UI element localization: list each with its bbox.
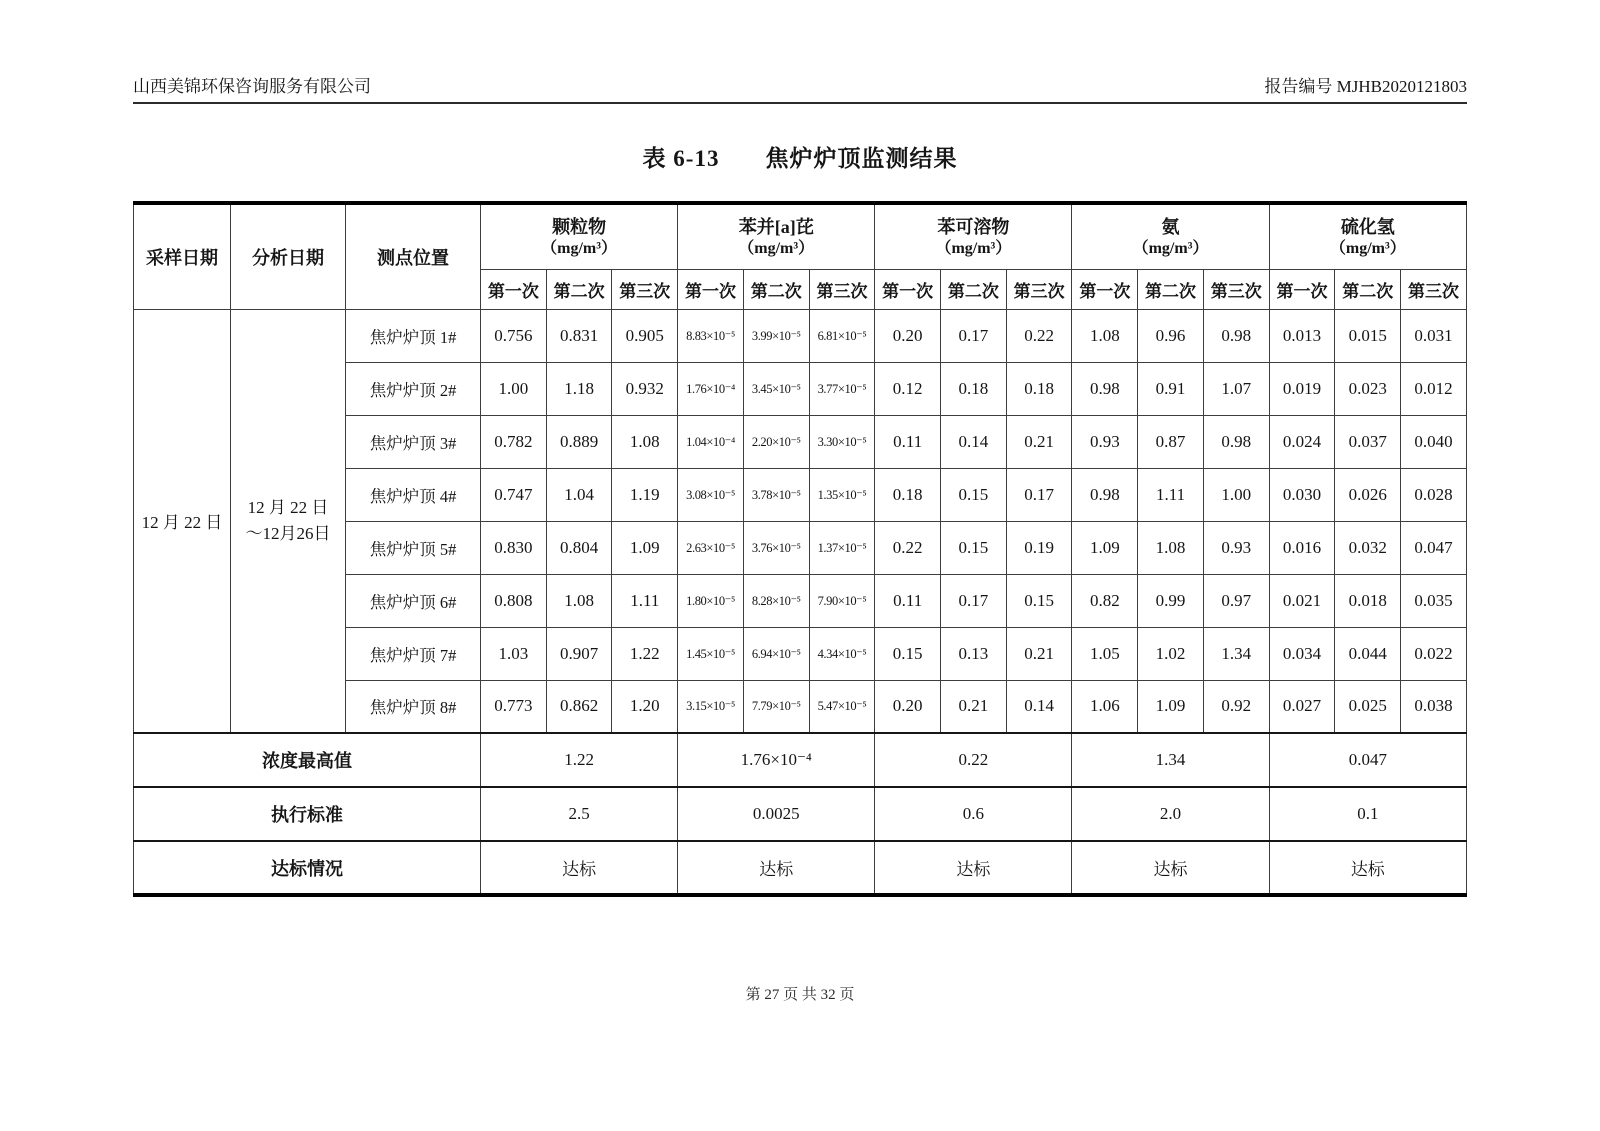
analysis-date-cell [231,309,346,733]
value-cell: 0.11 [875,415,941,468]
summary-value: 1.76×10⁻⁴ [678,733,875,787]
value-cell: 0.022 [1401,627,1467,680]
trial-header: 第三次 [809,269,875,309]
value-cell: 3.30×10⁻⁵ [809,415,875,468]
summary-value: 0.22 [875,733,1072,787]
page-footer: 第 27 页 共 32 页 [745,987,855,1003]
value-cell: 0.15 [941,521,1007,574]
value-cell: 2.63×10⁻⁵ [678,521,744,574]
value-cell: 0.21 [1006,415,1072,468]
value-cell: 0.18 [1006,362,1072,415]
value-cell: 0.028 [1401,468,1467,521]
value-cell: 0.831 [546,309,612,362]
pollutant-name: 苯可溶物 [937,217,1010,237]
value-cell: 1.07 [1203,362,1269,415]
value-cell: 0.034 [1269,627,1335,680]
header-sample-date: 采样日期 [134,203,231,309]
value-cell: 1.37×10⁻⁵ [809,521,875,574]
summary-label: 执行标准 [134,787,481,841]
location-cell: 焦炉炉顶 8# [346,680,481,733]
trial-header: 第一次 [1072,269,1138,309]
pollutant-name: 苯并[a]芘 [738,217,814,237]
value-cell: 1.20 [612,680,678,733]
value-cell: 0.98 [1203,309,1269,362]
trial-header: 第三次 [612,269,678,309]
header-analysis-date: 分析日期 [231,203,346,309]
value-cell: 0.040 [1401,415,1467,468]
value-cell: 0.99 [1138,574,1204,627]
value-cell: 0.747 [481,468,547,521]
value-cell: 3.45×10⁻⁵ [743,362,809,415]
summary-value: 达标 [481,841,678,895]
value-cell: 0.20 [875,680,941,733]
value-cell: 0.018 [1335,574,1401,627]
value-cell: 8.28×10⁻⁵ [743,574,809,627]
value-cell: 1.11 [612,574,678,627]
value-cell: 0.17 [1006,468,1072,521]
value-cell: 4.34×10⁻⁵ [809,627,875,680]
value-cell: 0.91 [1138,362,1204,415]
pollutant-unit: （mg/m³） [541,240,618,258]
value-cell: 0.027 [1269,680,1335,733]
value-cell: 0.18 [875,468,941,521]
value-cell: 1.11 [1138,468,1204,521]
value-cell: 1.35×10⁻⁵ [809,468,875,521]
value-cell: 1.04 [546,468,612,521]
summary-value: 0.6 [875,787,1072,841]
value-cell: 1.09 [1138,680,1204,733]
value-cell: 0.21 [1006,627,1072,680]
value-cell: 0.93 [1203,521,1269,574]
summary-value: 2.0 [1072,787,1269,841]
value-cell: 0.019 [1269,362,1335,415]
value-cell: 0.035 [1401,574,1467,627]
value-cell: 0.012 [1401,362,1467,415]
monitoring-table [133,201,1467,897]
value-cell: 2.20×10⁻⁵ [743,415,809,468]
report-number: 报告编号 MJHB2020121803 [1264,77,1467,96]
trial-header: 第三次 [1401,269,1467,309]
summary-value: 0.047 [1269,733,1466,787]
summary-value: 达标 [1269,841,1466,895]
summary-row [134,787,1467,841]
pollutant-group-bap [678,203,875,269]
value-cell: 3.78×10⁻⁵ [743,468,809,521]
summary-value: 1.34 [1072,733,1269,787]
trial-header: 第一次 [1269,269,1335,309]
summary-value: 2.5 [481,787,678,841]
analysis-date-line: ～12月26日 [245,523,331,543]
value-cell: 0.015 [1335,309,1401,362]
trial-header: 第一次 [875,269,941,309]
pollutant-unit: （mg/m³） [1329,240,1406,258]
trial-header: 第一次 [481,269,547,309]
value-cell: 0.032 [1335,521,1401,574]
pollutant-unit: （mg/m³） [1132,240,1209,258]
value-cell: 1.80×10⁻⁵ [678,574,744,627]
value-cell: 0.907 [546,627,612,680]
value-cell: 0.862 [546,680,612,733]
location-cell: 焦炉炉顶 1# [346,309,481,362]
table-caption: 焦炉炉顶监测结果 [765,146,958,171]
summary-row [134,733,1467,787]
value-cell: 0.98 [1072,362,1138,415]
company-name: 山西美锦环保咨询服务有限公司 [133,77,371,96]
location-cell: 焦炉炉顶 4# [346,468,481,521]
summary-value: 0.0025 [678,787,875,841]
value-cell: 0.98 [1072,468,1138,521]
value-cell: 0.031 [1401,309,1467,362]
value-cell: 8.83×10⁻⁵ [678,309,744,362]
value-cell: 6.81×10⁻⁵ [809,309,875,362]
table-title [133,140,1467,173]
location-cell: 焦炉炉顶 7# [346,627,481,680]
value-cell: 0.932 [612,362,678,415]
value-cell: 0.15 [1006,574,1072,627]
trial-header: 第二次 [1335,269,1401,309]
value-cell: 0.782 [481,415,547,468]
value-cell: 1.08 [546,574,612,627]
value-cell: 1.08 [612,415,678,468]
value-cell: 1.04×10⁻⁴ [678,415,744,468]
page-header [133,0,1467,97]
value-cell: 0.830 [481,521,547,574]
value-cell: 0.96 [1138,309,1204,362]
value-cell: 0.889 [546,415,612,468]
location-cell: 焦炉炉顶 5# [346,521,481,574]
value-cell: 1.09 [1072,521,1138,574]
value-cell: 0.14 [941,415,1007,468]
value-cell: 0.044 [1335,627,1401,680]
value-cell: 1.08 [1072,309,1138,362]
value-cell: 1.05 [1072,627,1138,680]
summary-value: 达标 [1072,841,1269,895]
trial-header: 第一次 [678,269,744,309]
value-cell: 1.76×10⁻⁴ [678,362,744,415]
value-cell: 0.13 [941,627,1007,680]
pollutant-name: 颗粒物 [552,217,607,237]
value-cell: 0.97 [1203,574,1269,627]
value-cell: 3.76×10⁻⁵ [743,521,809,574]
pollutant-unit: （mg/m³） [738,240,815,258]
header-location: 测点位置 [346,203,481,309]
table-row [134,309,1467,362]
value-cell: 1.02 [1138,627,1204,680]
value-cell: 0.773 [481,680,547,733]
value-cell: 0.021 [1269,574,1335,627]
value-cell: 1.00 [481,362,547,415]
value-cell: 0.024 [1269,415,1335,468]
value-cell: 0.12 [875,362,941,415]
pollutant-group-ammonia [1072,203,1269,269]
value-cell: 0.047 [1401,521,1467,574]
value-cell: 0.11 [875,574,941,627]
value-cell: 6.94×10⁻⁵ [743,627,809,680]
value-cell: 1.45×10⁻⁵ [678,627,744,680]
trial-header: 第二次 [941,269,1007,309]
value-cell: 0.023 [1335,362,1401,415]
value-cell: 0.15 [941,468,1007,521]
summary-value: 达标 [678,841,875,895]
value-cell: 0.016 [1269,521,1335,574]
value-cell: 1.19 [612,468,678,521]
value-cell: 0.17 [941,309,1007,362]
value-cell: 0.808 [481,574,547,627]
summary-value: 1.22 [481,733,678,787]
value-cell: 3.08×10⁻⁵ [678,468,744,521]
value-cell: 0.15 [875,627,941,680]
pollutant-name: 硫化氢 [1340,217,1395,237]
analysis-date-line: 12 月 22 日 [247,498,329,518]
value-cell: 0.17 [941,574,1007,627]
value-cell: 1.00 [1203,468,1269,521]
header-rule [133,102,1467,104]
value-cell: 7.79×10⁻⁵ [743,680,809,733]
data-rows [134,309,1467,895]
pollutant-group-particulate [481,203,678,269]
value-cell: 0.756 [481,309,547,362]
value-cell: 3.77×10⁻⁵ [809,362,875,415]
pollutant-name: 氨 [1161,217,1180,237]
value-cell: 0.038 [1401,680,1467,733]
trial-header: 第三次 [1006,269,1072,309]
value-cell: 0.93 [1072,415,1138,468]
summary-label: 达标情况 [134,841,481,895]
trial-header: 第二次 [546,269,612,309]
value-cell: 0.98 [1203,415,1269,468]
group-header-row [134,203,1467,269]
sample-date-cell: 12 月 22 日 [134,309,231,733]
value-cell: 0.013 [1269,309,1335,362]
value-cell: 0.20 [875,309,941,362]
value-cell: 1.09 [612,521,678,574]
trial-header: 第三次 [1203,269,1269,309]
summary-label: 浓度最高值 [134,733,481,787]
pollutant-group-h2s [1269,203,1466,269]
location-cell: 焦炉炉顶 6# [346,574,481,627]
value-cell: 0.18 [941,362,1007,415]
pollutant-group-bsm [875,203,1072,269]
table-number: 表 6-13 [642,146,720,171]
value-cell: 0.87 [1138,415,1204,468]
summary-value: 0.1 [1269,787,1466,841]
table-head [134,203,1467,309]
value-cell: 3.99×10⁻⁵ [743,309,809,362]
value-cell: 0.804 [546,521,612,574]
value-cell: 0.22 [875,521,941,574]
document-page [133,0,1467,1004]
pollutant-unit: （mg/m³） [935,240,1012,258]
value-cell: 0.025 [1335,680,1401,733]
value-cell: 1.34 [1203,627,1269,680]
value-cell: 0.14 [1006,680,1072,733]
value-cell: 1.06 [1072,680,1138,733]
value-cell: 5.47×10⁻⁵ [809,680,875,733]
value-cell: 1.18 [546,362,612,415]
location-cell: 焦炉炉顶 2# [346,362,481,415]
value-cell: 0.21 [941,680,1007,733]
value-cell: 0.22 [1006,309,1072,362]
value-cell: 0.026 [1335,468,1401,521]
value-cell: 1.08 [1138,521,1204,574]
value-cell: 0.92 [1203,680,1269,733]
trial-header: 第二次 [1138,269,1204,309]
summary-row [134,841,1467,895]
value-cell: 0.030 [1269,468,1335,521]
value-cell: 0.905 [612,309,678,362]
value-cell: 1.03 [481,627,547,680]
value-cell: 0.82 [1072,574,1138,627]
value-cell: 7.90×10⁻⁵ [809,574,875,627]
trial-header: 第二次 [743,269,809,309]
location-cell: 焦炉炉顶 3# [346,415,481,468]
value-cell: 3.15×10⁻⁵ [678,680,744,733]
value-cell: 0.19 [1006,521,1072,574]
value-cell: 0.037 [1335,415,1401,468]
value-cell: 1.22 [612,627,678,680]
summary-value: 达标 [875,841,1072,895]
